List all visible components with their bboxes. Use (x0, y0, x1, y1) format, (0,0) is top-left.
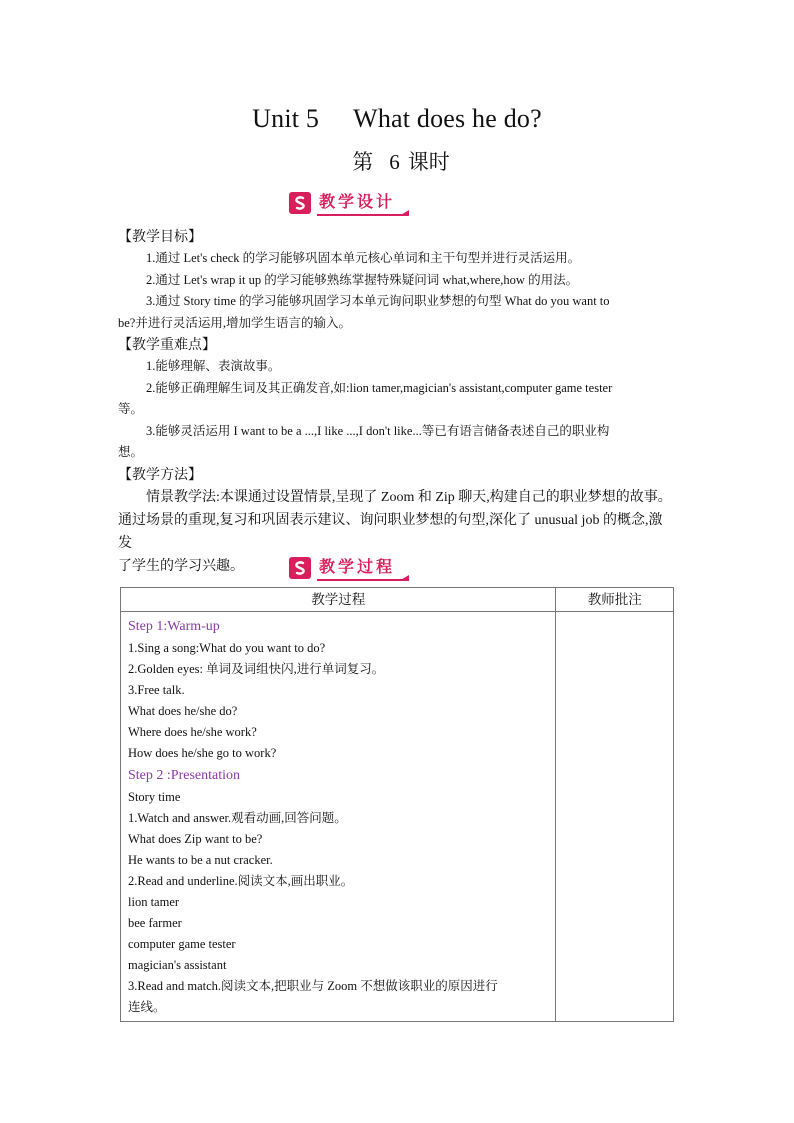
lesson-prefix: 第 (352, 150, 374, 174)
objective-item: 2.通过 Let's wrap it up 的学习能够熟练掌握特殊疑问词 what,where,how 的用法。 (146, 272, 579, 287)
step-line: 1.Watch and answer.观看动画,回答问题。 (128, 811, 347, 825)
method-heading: 【教学方法】 (118, 466, 202, 483)
step-title: Step 2 :Presentation (128, 768, 240, 783)
notes-cell (556, 612, 674, 1022)
step-title: Step 1:Warm-up (128, 619, 220, 634)
lesson-suffix: 课时 (407, 150, 450, 174)
method-text: 通过场景的重现,复习和巩固表示建议、询问职业梦想的句型,深化了 unusual job 的概念,激发 (118, 512, 663, 551)
step-line: 1.Sing a song:What do you want to do? (128, 641, 326, 655)
swirl-logo-icon (289, 557, 311, 579)
method-text: 情景教学法:本课通过设置情景,呈现了 Zoom 和 Zip 聊天,构建自己的职业梦想的故事。 (146, 489, 672, 505)
banner-label: 教学过程 (317, 554, 407, 581)
teaching-design-banner (289, 191, 407, 214)
unit-question: What does he do? (353, 104, 542, 133)
step-line: 2.Golden eyes: 单词及词组快闪,进行单词复习。 (128, 662, 385, 676)
step-line: How does he/she go to work? (128, 746, 277, 760)
table-row (121, 612, 674, 1022)
design-content (118, 226, 676, 578)
objective-item: 3.通过 Story time 的学习能够巩固学习本单元询问职业梦想的句型 What do you want to (146, 294, 610, 308)
step-line: bee farmer (128, 916, 182, 930)
process-table (120, 587, 674, 1022)
banner-label: 教学设计 (317, 189, 407, 216)
difficulty-item: 想。 (118, 445, 144, 459)
objectives-heading: 【教学目标】 (118, 229, 202, 245)
column-header-process: 教学过程 (121, 588, 556, 612)
teaching-process-banner (289, 556, 407, 579)
step-line: magician's assistant (128, 958, 227, 972)
step-line: 3.Free talk. (128, 683, 185, 697)
table-header-row (121, 588, 674, 612)
step-line: What does he/she do? (128, 704, 238, 718)
swirl-logo-icon (289, 192, 311, 214)
step-line: computer game tester (128, 937, 236, 951)
step-line: Story time (128, 790, 181, 804)
step-line: What does Zip want to be? (128, 832, 263, 846)
step-line: 连线。 (128, 1000, 166, 1014)
difficulty-item: 1.能够理解、表演故事。 (146, 359, 281, 373)
objective-item: 1.通过 Let's check 的学习能够巩固本单元核心单词和主干句型并进行灵活运用。 (146, 251, 581, 265)
step-line: lion tamer (128, 895, 180, 909)
unit-label: Unit 5 (252, 104, 320, 133)
objective-item: be?并进行灵活运用,增加学生语言的输入。 (118, 315, 351, 330)
step-line: Where does he/she work? (128, 725, 257, 739)
difficulty-item: 2.能够正确理解生词及其正确发音,如:lion tamer,magician's assistant,computer game tester (146, 380, 613, 395)
process-cell (121, 612, 556, 1022)
step-line: 2.Read and underline.阅读文本,画出职业。 (128, 874, 354, 888)
difficulty-item: 等。 (118, 402, 144, 416)
lesson-subtitle (0, 146, 794, 176)
page-title (0, 104, 794, 134)
method-text: 了学生的学习兴趣。 (118, 558, 244, 574)
column-header-notes: 教师批注 (556, 588, 674, 612)
difficulty-heading: 【教学重难点】 (118, 337, 216, 353)
lesson-number: 6 (389, 150, 400, 174)
difficulty-item: 3.能够灵活运用 I want to be a ...,I like ...,I don't like...等已有语言储备表述自己的职业构 (146, 423, 610, 438)
step-line: He wants to be a nut cracker. (128, 853, 273, 867)
step-line: 3.Read and match.阅读文本,把职业与 Zoom 不想做该职业的原因进行 (128, 979, 498, 993)
